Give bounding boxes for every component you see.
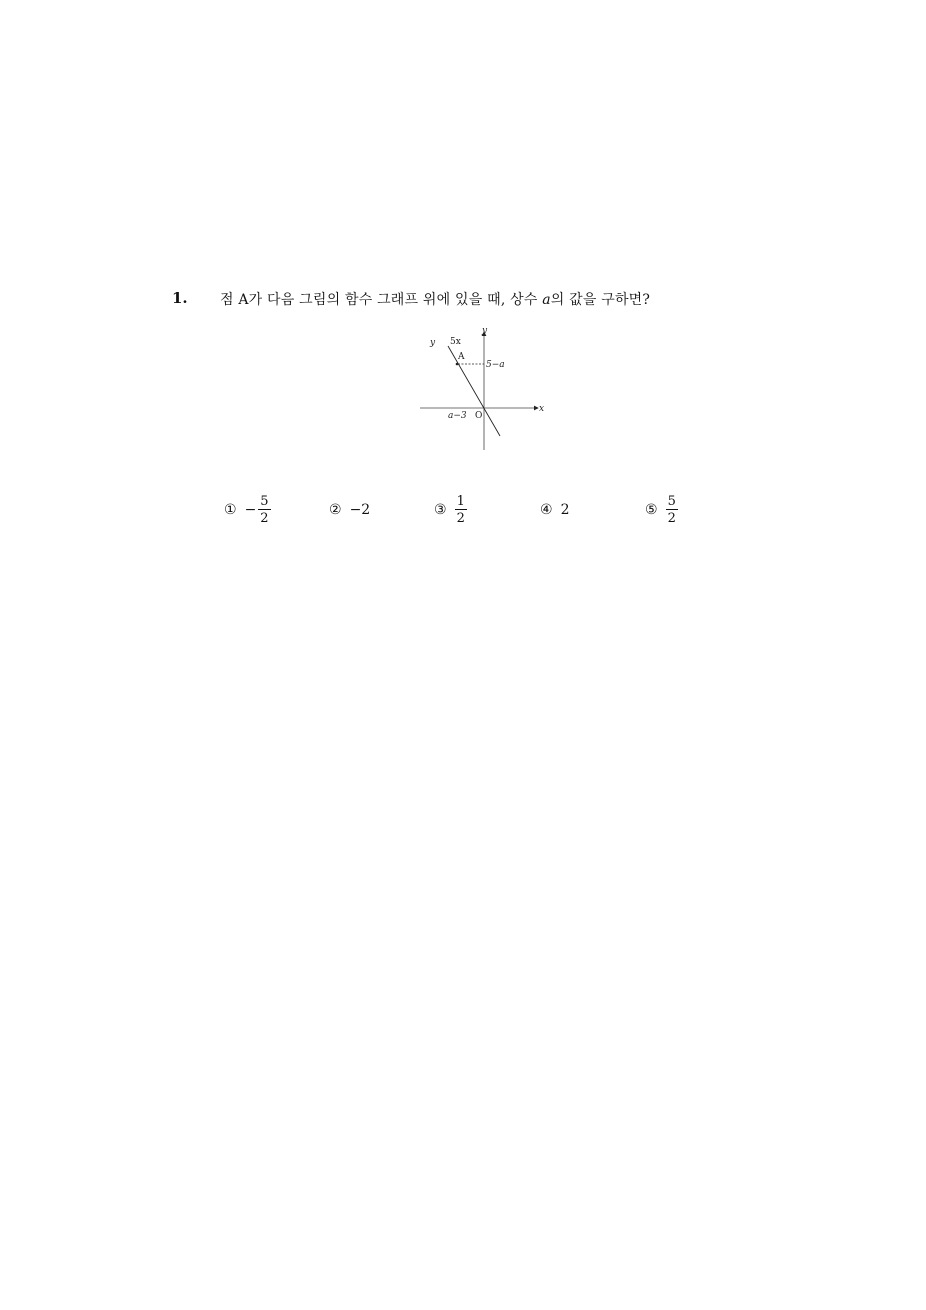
fraction-numerator: 5 [667,494,676,509]
function-graph-figure [418,326,550,454]
choice-fraction [455,495,467,525]
choice-marker: ③ [434,502,447,518]
choice-value: −2 [349,502,371,518]
line-label-equation: 5x [450,337,461,347]
y-axis-label: y [482,326,488,336]
choice-marker: ④ [540,502,553,518]
choice-marker: ⑤ [645,502,658,518]
choice-fraction [258,495,270,525]
choice-2[interactable] [329,492,370,528]
choice-fraction [666,495,678,525]
choice-4[interactable] [540,492,569,528]
fraction-denominator: 2 [667,511,676,526]
choice-1[interactable] [224,492,271,528]
problem-question [220,289,650,309]
problem-number: 1. [172,289,188,307]
x-tick-label: a−3 [448,411,467,421]
choice-value: 2 [560,502,570,518]
point-a-marker [456,363,459,366]
question-variable: a [542,292,551,308]
fraction-numerator: 1 [456,494,465,509]
question-text-end: 의 값을 구하면? [550,292,651,308]
choice-marker: ① [224,502,237,518]
fraction-numerator: 5 [260,494,269,509]
origin-label: O [475,411,483,421]
x-axis-label: x [539,404,545,414]
choice-sign: − [244,502,257,518]
point-a-label: A [458,352,465,362]
choice-3[interactable] [434,492,467,528]
fraction-denominator: 2 [456,511,465,526]
fraction-denominator: 2 [260,511,269,526]
line-label-y: y [430,338,436,348]
choice-marker: ② [329,502,342,518]
graph-svg [418,326,550,454]
question-text-start: 점 A가 다음 그림의 함수 그래프 위에 있을 때, 상수 [220,292,543,308]
choice-5[interactable] [645,492,678,528]
y-tick-label: 5−a [486,360,505,370]
